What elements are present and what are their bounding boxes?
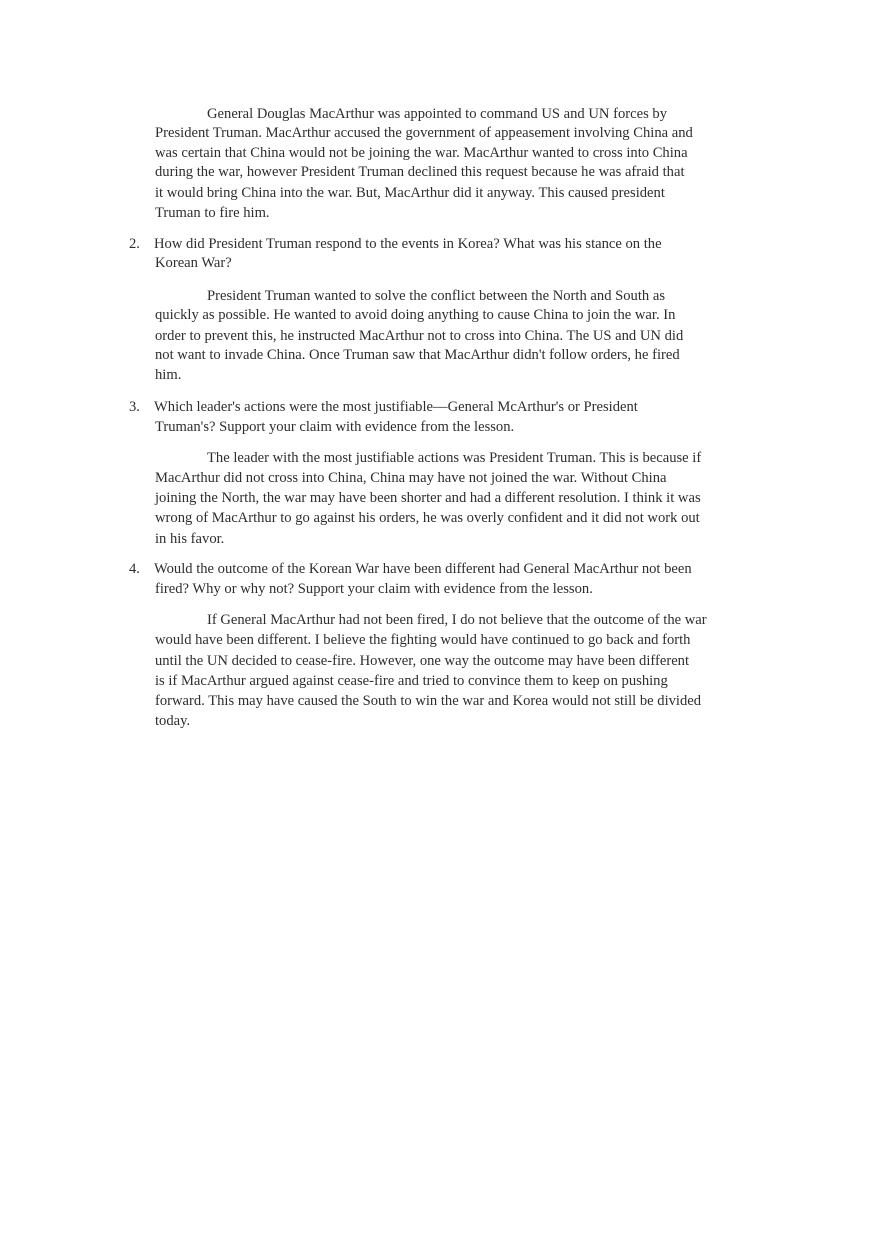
answer-line: Truman to fire him. (155, 205, 270, 221)
question-line: Truman's? Support your claim with evidence from the lesson. (155, 419, 515, 435)
answer-line: order to prevent this, he instructed MacArthur not to cross into China. The US and UN did (155, 328, 684, 344)
answer-line: it would bring China into the war. But, MacArthur did it anyway. This caused president (155, 185, 665, 201)
answer-line: quickly as possible. He wanted to avoid doing anything to cause China to join the war. In (155, 307, 676, 323)
answer-line: joining the North, the war may have been shorter and had a different resolution. I think it was (155, 490, 701, 506)
answer-line: today. (155, 713, 191, 729)
question-line: fired? Why or why not? Support your claim with evidence from the lesson. (155, 581, 593, 597)
answer-line: until the UN decided to cease-fire. However, one way the outcome may have been different (155, 653, 690, 669)
answer-line: is if MacArthur argued against cease-fire and tried to convince them to keep on pushing (155, 673, 668, 689)
question-number: 4. (129, 561, 140, 577)
answer-line: in his favor. (155, 531, 225, 547)
answer-line: President Truman. MacArthur accused the government of appeasement involving China and (155, 125, 693, 141)
question-number: 2. (129, 236, 140, 252)
answer-line: during the war, however President Truman declined this request because he was afraid that (155, 164, 685, 180)
answer-line: The leader with the most justifiable actions was President Truman. This is because if (207, 450, 702, 466)
answer-line: President Truman wanted to solve the conflict between the North and South as (207, 288, 665, 304)
answer-line: would have been different. I believe the fighting would have continued to go back and forth (155, 632, 691, 648)
answer-line: him. (155, 367, 182, 383)
answer-line: was certain that China would not be joining the war. MacArthur wanted to cross into China (155, 145, 688, 161)
answer-line: MacArthur did not cross into China, China may have not joined the war. Without China (155, 470, 667, 486)
question-line: Korean War? (155, 255, 232, 271)
answer-line: forward. This may have caused the South to win the war and Korea would not still be divided (155, 693, 702, 709)
question-line: How did President Truman respond to the events in Korea? What was his stance on the (154, 236, 662, 252)
question-line: Would the outcome of the Korean War have been different had General MacArthur not been (154, 561, 692, 577)
answer-line: wrong of MacArthur to go against his orders, he was overly confident and it did not work out (155, 510, 700, 526)
question-number: 3. (129, 399, 140, 415)
question-line: Which leader's actions were the most justifiable—General McArthur's or President (154, 399, 638, 415)
answer-line: not want to invade China. Once Truman saw that MacArthur didn't follow orders, he fired (155, 347, 680, 363)
answer-line: If General MacArthur had not been fired, I do not believe that the outcome of the war (207, 612, 707, 628)
answer-line: General Douglas MacArthur was appointed to command US and UN forces by (207, 106, 667, 122)
